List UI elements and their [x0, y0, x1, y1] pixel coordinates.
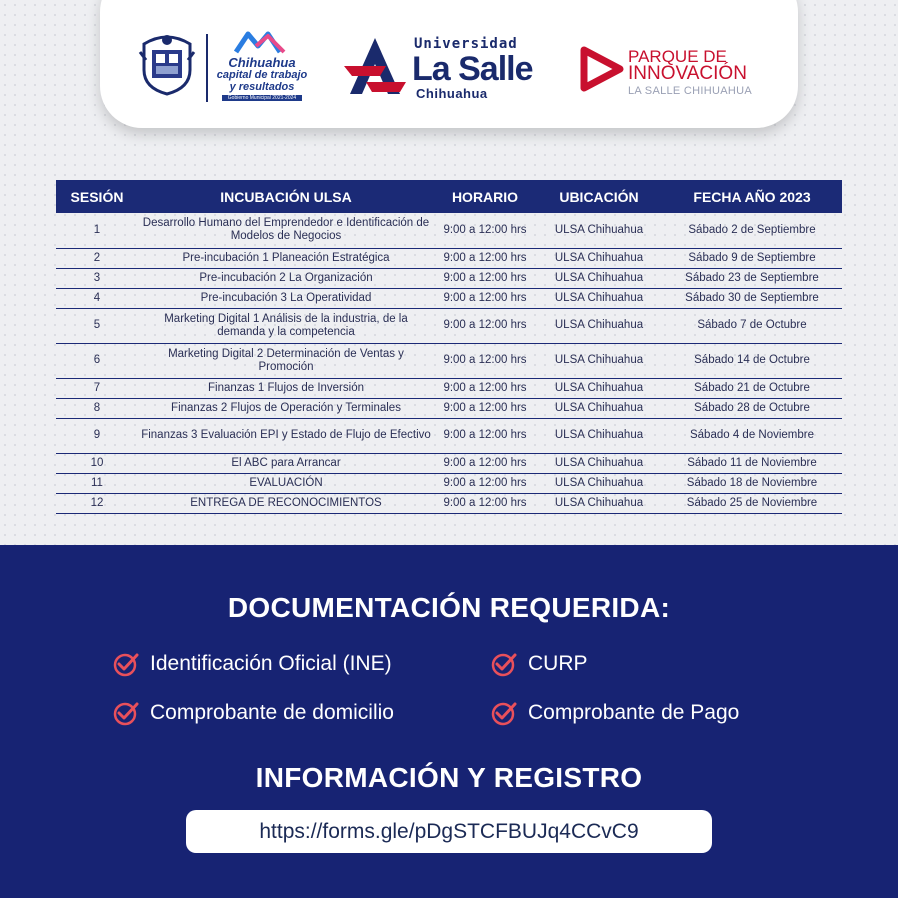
cell-session: 2	[56, 248, 138, 268]
requirement-label: Comprobante de domicilio	[150, 701, 394, 724]
schedule-table	[56, 180, 842, 514]
cell-date: Sábado 18 de Noviembre	[662, 473, 842, 493]
cell-session: 12	[56, 493, 138, 513]
parque-play-icon	[578, 44, 626, 94]
requirement-label: Identificación Oficial (INE)	[150, 652, 392, 675]
header-ubicacion: UBICACIÓN	[536, 180, 662, 213]
cell-time: 9:00 a 12:00 hrs	[434, 378, 536, 398]
cell-session: 11	[56, 473, 138, 493]
registration-url-link[interactable]: https://forms.gle/pDgSTCFBUJq4CCvC9	[186, 810, 712, 853]
registration-title: INFORMACIÓN Y REGISTRO	[255, 762, 643, 793]
chihuahua-logo-line2: y resultados	[229, 81, 295, 93]
cell-topic: Pre-incubación 3 La Operatividad	[138, 288, 434, 308]
lasalle-logo-line1: Universidad	[414, 36, 518, 52]
parque-logo-line3: LA SALLE CHIHUAHUA	[628, 85, 752, 97]
cell-place: ULSA Chihuahua	[536, 213, 662, 248]
chihuahua-logo-line1: capital de trabajo	[216, 69, 308, 81]
header-incubacion: INCUBACIÓN ULSA	[138, 180, 434, 213]
cell-time: 9:00 a 12:00 hrs	[434, 268, 536, 288]
cell-date: Sábado 21 de Octubre	[662, 378, 842, 398]
cell-session: 3	[56, 268, 138, 288]
cell-topic: El ABC para Arrancar	[138, 453, 434, 473]
cell-topic: ENTREGA DE RECONOCIMIENTOS	[138, 493, 434, 513]
cell-time: 9:00 a 12:00 hrs	[434, 288, 536, 308]
cell-topic: Marketing Digital 1 Análisis de la industria, de la demanda y la competencia	[138, 308, 434, 343]
table-row	[56, 268, 842, 288]
parque-logo-line1: PARQUE DE	[628, 47, 727, 66]
cell-date: Sábado 30 de Septiembre	[662, 288, 842, 308]
requirement-item	[112, 700, 394, 726]
lasalle-logo-line3: Chihuahua	[416, 86, 488, 101]
cell-date: Sábado 14 de Octubre	[662, 343, 842, 378]
cell-time: 9:00 a 12:00 hrs	[434, 493, 536, 513]
cell-session: 4	[56, 288, 138, 308]
documentation-title: DOCUMENTACIÓN REQUERIDA:	[227, 592, 671, 623]
cell-topic: Finanzas 2 Flujos de Operación y Terminales	[138, 398, 434, 418]
chihuahua-logo	[214, 30, 310, 104]
table-row	[56, 493, 842, 513]
table-row	[56, 288, 842, 308]
cell-session: 8	[56, 398, 138, 418]
parque-logo-line2: INNOVACIÓN	[628, 63, 747, 84]
table-row	[56, 213, 842, 248]
cell-date: Sábado 4 de Noviembre	[662, 418, 842, 453]
cell-date: Sábado 11 de Noviembre	[662, 453, 842, 473]
cell-time: 9:00 a 12:00 hrs	[434, 308, 536, 343]
lasalle-logo-line2: La Salle	[412, 50, 533, 88]
cell-session: 9	[56, 418, 138, 453]
cell-session: 6	[56, 343, 138, 378]
cell-topic: Pre-incubación 1 Planeación Estratégica	[138, 248, 434, 268]
cell-time: 9:00 a 12:00 hrs	[434, 453, 536, 473]
requirement-item	[490, 700, 739, 726]
check-badge-icon	[490, 651, 518, 677]
table-header-row	[56, 180, 842, 213]
cell-place: ULSA Chihuahua	[536, 453, 662, 473]
table-row	[56, 453, 842, 473]
table-row	[56, 378, 842, 398]
header-horario: HORARIO	[434, 180, 536, 213]
cell-place: ULSA Chihuahua	[536, 343, 662, 378]
cell-place: ULSA Chihuahua	[536, 308, 662, 343]
chihuahua-logo-tiny: Gobierno Municipal 2021-2024	[222, 95, 302, 101]
cell-topic: Pre-incubación 2 La Organización	[138, 268, 434, 288]
cell-session: 1	[56, 213, 138, 248]
cell-date: Sábado 9 de Septiembre	[662, 248, 842, 268]
cell-session: 10	[56, 453, 138, 473]
cell-date: Sábado 7 de Octubre	[662, 308, 842, 343]
cell-topic: Marketing Digital 2 Determinación de Ventas y Promoción	[138, 343, 434, 378]
table-row	[56, 418, 842, 453]
lasalle-star-icon	[342, 36, 408, 98]
cell-time: 9:00 a 12:00 hrs	[434, 398, 536, 418]
cell-place: ULSA Chihuahua	[536, 268, 662, 288]
header-sesion: SESIÓN	[56, 180, 138, 213]
logo-divider	[206, 34, 208, 102]
cell-place: ULSA Chihuahua	[536, 418, 662, 453]
check-badge-icon	[112, 651, 140, 677]
cell-topic: Finanzas 1 Flujos de Inversión	[138, 378, 434, 398]
table-row	[56, 398, 842, 418]
cell-session: 5	[56, 308, 138, 343]
chihuahua-mountain-icon	[232, 30, 292, 54]
header-fecha: FECHA AÑO 2023	[662, 180, 842, 213]
chihuahua-logo-name: Chihuahua	[228, 55, 296, 70]
cell-place: ULSA Chihuahua	[536, 493, 662, 513]
cell-date: Sábado 2 de Septiembre	[662, 213, 842, 248]
cell-topic: Desarrollo Humano del Emprendedor e Identificación de Modelos de Negocios	[138, 213, 434, 248]
cell-place: ULSA Chihuahua	[536, 473, 662, 493]
check-badge-icon	[112, 700, 140, 726]
cell-date: Sábado 25 de Noviembre	[662, 493, 842, 513]
cell-topic: EVALUACIÓN	[138, 473, 434, 493]
chihuahua-seal-icon	[138, 30, 196, 96]
cell-time: 9:00 a 12:00 hrs	[434, 418, 536, 453]
table-row	[56, 248, 842, 268]
requirement-item	[490, 651, 588, 677]
cell-date: Sábado 23 de Septiembre	[662, 268, 842, 288]
cell-time: 9:00 a 12:00 hrs	[434, 473, 536, 493]
cell-place: ULSA Chihuahua	[536, 378, 662, 398]
check-badge-icon	[490, 700, 518, 726]
requirement-item	[112, 651, 392, 677]
table-row	[56, 473, 842, 493]
table-row	[56, 308, 842, 343]
table-row	[56, 343, 842, 378]
cell-time: 9:00 a 12:00 hrs	[434, 248, 536, 268]
requirement-label: CURP	[528, 652, 588, 675]
cell-place: ULSA Chihuahua	[536, 398, 662, 418]
cell-time: 9:00 a 12:00 hrs	[434, 213, 536, 248]
cell-time: 9:00 a 12:00 hrs	[434, 343, 536, 378]
cell-session: 7	[56, 378, 138, 398]
cell-topic: Finanzas 3 Evaluación EPI y Estado de Flujo de Efectivo	[138, 418, 434, 453]
requirement-label: Comprobante de Pago	[528, 701, 740, 724]
cell-date: Sábado 28 de Octubre	[662, 398, 842, 418]
cell-place: ULSA Chihuahua	[536, 248, 662, 268]
cell-place: ULSA Chihuahua	[536, 288, 662, 308]
